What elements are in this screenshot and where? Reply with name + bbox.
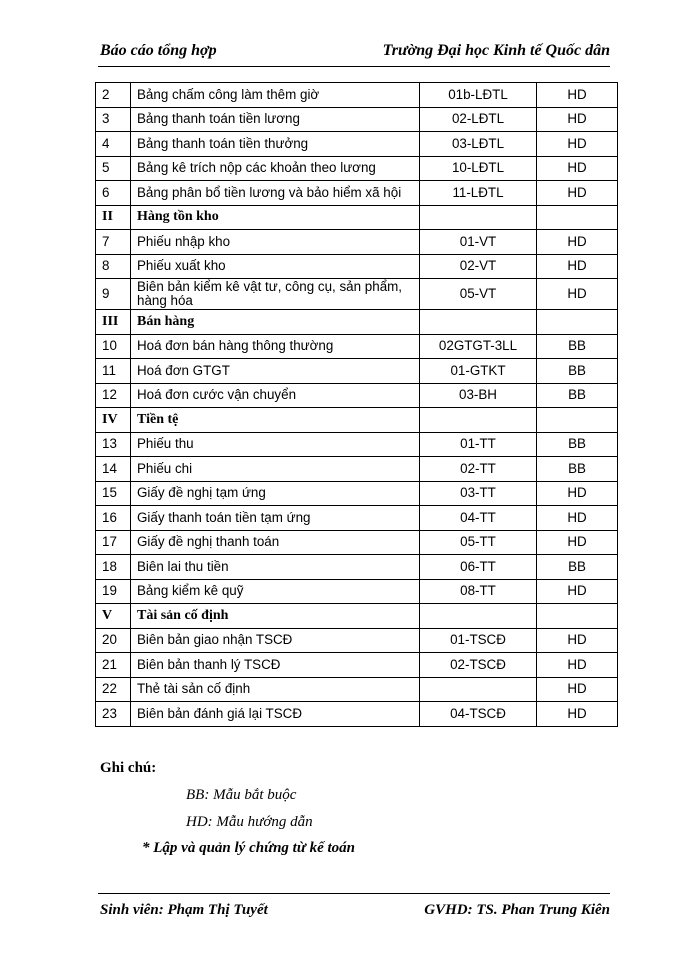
note-hd: HD: Mẫu hướng dẫn xyxy=(186,814,313,830)
row-form-code: 04-TT xyxy=(420,506,537,531)
row-number: 9 xyxy=(96,279,131,310)
row-form-code: 02GTGT-3LL xyxy=(420,334,537,359)
footer-student: Sinh viên: Phạm Thị Tuyết xyxy=(100,902,268,918)
row-number: 5 xyxy=(96,156,131,181)
row-form-type xyxy=(537,205,618,230)
table-row xyxy=(96,383,618,408)
row-form-type: HD xyxy=(537,579,618,604)
row-form-type: HD xyxy=(537,107,618,132)
row-number: 11 xyxy=(96,359,131,384)
table-row xyxy=(96,677,618,702)
page-footer xyxy=(98,900,610,922)
row-form-code: 11-LĐTL xyxy=(420,181,537,206)
table-row xyxy=(96,506,618,531)
table-row xyxy=(96,457,618,482)
row-form-code xyxy=(420,205,537,230)
row-form-code xyxy=(420,604,537,629)
row-number: 17 xyxy=(96,530,131,555)
row-form-code: 04-TSCĐ xyxy=(420,702,537,727)
row-form-code: 06-TT xyxy=(420,555,537,580)
row-form-type xyxy=(537,604,618,629)
row-document-name: Bảng phân bổ tiền lương và bảo hiểm xã hội xyxy=(131,181,420,206)
table-row xyxy=(96,579,618,604)
row-form-code: 05-TT xyxy=(420,530,537,555)
section-subheading: * Lập và quản lý chứng từ kế toán xyxy=(142,840,355,856)
row-document-name: Thẻ tài sản cố định xyxy=(131,677,420,702)
row-form-type: HD xyxy=(537,677,618,702)
row-form-type: BB xyxy=(537,334,618,359)
table-row xyxy=(96,254,618,279)
document-table-body xyxy=(96,83,618,727)
row-number: III xyxy=(96,310,131,335)
row-document-name: Phiếu xuất kho xyxy=(131,254,420,279)
row-form-code: 01-TSCĐ xyxy=(420,628,537,653)
row-form-type: BB xyxy=(537,432,618,457)
row-document-name: Phiếu thu xyxy=(131,432,420,457)
row-form-code xyxy=(420,310,537,335)
row-form-code: 03-TT xyxy=(420,481,537,506)
row-form-code: 02-LĐTL xyxy=(420,107,537,132)
row-form-type: BB xyxy=(537,359,618,384)
table-row xyxy=(96,156,618,181)
row-form-code: 10-LĐTL xyxy=(420,156,537,181)
row-number: 18 xyxy=(96,555,131,580)
row-number: IV xyxy=(96,408,131,433)
section-row xyxy=(96,408,618,433)
row-document-name: Giấy đề nghị tạm ứng xyxy=(131,481,420,506)
row-form-type: HD xyxy=(537,230,618,255)
row-document-name: Biên bản kiểm kê vật tư, công cụ, sản phẩm, hàng hóa xyxy=(131,279,420,310)
row-form-code: 08-TT xyxy=(420,579,537,604)
section-row xyxy=(96,604,618,629)
row-number: V xyxy=(96,604,131,629)
document-table xyxy=(95,82,618,727)
row-form-type: BB xyxy=(537,383,618,408)
row-form-code: 02-TT xyxy=(420,457,537,482)
row-document-name: Giấy đề nghị thanh toán xyxy=(131,530,420,555)
row-form-type: HD xyxy=(537,628,618,653)
row-number: 14 xyxy=(96,457,131,482)
table-row xyxy=(96,481,618,506)
row-number: 2 xyxy=(96,83,131,108)
row-document-name: Hoá đơn cước vận chuyển xyxy=(131,383,420,408)
row-document-name: Bảng kê trích nộp các khoản theo lương xyxy=(131,156,420,181)
row-form-type: HD xyxy=(537,279,618,310)
row-form-type: HD xyxy=(537,530,618,555)
row-number: 15 xyxy=(96,481,131,506)
row-form-type: HD xyxy=(537,83,618,108)
row-form-type: BB xyxy=(537,555,618,580)
table-row xyxy=(96,107,618,132)
table-row xyxy=(96,702,618,727)
row-number: 6 xyxy=(96,181,131,206)
row-form-code: 05-VT xyxy=(420,279,537,310)
row-form-code: 01b-LĐTL xyxy=(420,83,537,108)
section-row xyxy=(96,205,618,230)
row-number: II xyxy=(96,205,131,230)
row-form-type: HD xyxy=(537,702,618,727)
row-form-code: 01-TT xyxy=(420,432,537,457)
row-number: 23 xyxy=(96,702,131,727)
table-row xyxy=(96,230,618,255)
row-document-name: Bảng thanh toán tiền thưởng xyxy=(131,132,420,157)
row-form-type xyxy=(537,310,618,335)
row-form-code: 01-GTKT xyxy=(420,359,537,384)
note-bb: BB: Mẫu bắt buộc xyxy=(186,787,297,803)
row-form-type: HD xyxy=(537,481,618,506)
row-document-name: Biên lai thu tiền xyxy=(131,555,420,580)
table-row xyxy=(96,628,618,653)
row-document-name: Phiếu chi xyxy=(131,457,420,482)
table-row xyxy=(96,359,618,384)
row-number: 10 xyxy=(96,334,131,359)
row-document-name: Bảng kiểm kê quỹ xyxy=(131,579,420,604)
section-row xyxy=(96,310,618,335)
table-row xyxy=(96,334,618,359)
row-document-name: Tài sản cố định xyxy=(131,604,420,629)
row-number: 20 xyxy=(96,628,131,653)
row-number: 19 xyxy=(96,579,131,604)
row-form-code xyxy=(420,677,537,702)
row-document-name: Hàng tồn kho xyxy=(131,205,420,230)
table-row xyxy=(96,181,618,206)
row-form-type: HD xyxy=(537,132,618,157)
row-document-name: Biên bản giao nhận TSCĐ xyxy=(131,628,420,653)
row-form-code xyxy=(420,408,537,433)
row-form-code: 02-TSCĐ xyxy=(420,653,537,678)
table-row xyxy=(96,653,618,678)
row-number: 22 xyxy=(96,677,131,702)
header-divider xyxy=(98,66,610,67)
row-document-name: Phiếu nhập kho xyxy=(131,230,420,255)
row-number: 13 xyxy=(96,432,131,457)
header-report-title: Báo cáo tổng hợp xyxy=(100,42,217,59)
row-form-code: 03-BH xyxy=(420,383,537,408)
row-number: 7 xyxy=(96,230,131,255)
row-document-name: Bảng chấm công làm thêm giờ xyxy=(131,83,420,108)
row-document-name: Bảng thanh toán tiền lương xyxy=(131,107,420,132)
row-form-code: 01-VT xyxy=(420,230,537,255)
table-row xyxy=(96,432,618,457)
table-row xyxy=(96,83,618,108)
row-form-type: BB xyxy=(537,457,618,482)
row-document-name: Hoá đơn GTGT xyxy=(131,359,420,384)
row-number: 4 xyxy=(96,132,131,157)
row-form-code: 03-LĐTL xyxy=(420,132,537,157)
row-document-name: Biên bản đánh giá lại TSCĐ xyxy=(131,702,420,727)
row-form-type xyxy=(537,408,618,433)
footer-divider xyxy=(98,893,610,894)
row-document-name: Bán hàng xyxy=(131,310,420,335)
row-number: 8 xyxy=(96,254,131,279)
row-number: 21 xyxy=(96,653,131,678)
notes-title: Ghi chú: xyxy=(100,760,157,776)
footer-supervisor: GVHD: TS. Phan Trung Kiên xyxy=(424,902,610,918)
row-form-code: 02-VT xyxy=(420,254,537,279)
table-row xyxy=(96,530,618,555)
row-number: 12 xyxy=(96,383,131,408)
row-form-type: HD xyxy=(537,156,618,181)
row-document-name: Giấy thanh toán tiền tạm ứng xyxy=(131,506,420,531)
table-row xyxy=(96,279,618,310)
table-row xyxy=(96,555,618,580)
row-form-type: HD xyxy=(537,254,618,279)
page-header xyxy=(98,40,610,64)
row-number: 16 xyxy=(96,506,131,531)
table-row xyxy=(96,132,618,157)
row-document-name: Tiền tệ xyxy=(131,408,420,433)
row-form-type: HD xyxy=(537,653,618,678)
row-document-name: Hoá đơn bán hàng thông thường xyxy=(131,334,420,359)
header-university: Trường Đại học Kinh tế Quốc dân xyxy=(382,42,610,59)
row-form-type: HD xyxy=(537,506,618,531)
row-number: 3 xyxy=(96,107,131,132)
row-form-type: HD xyxy=(537,181,618,206)
row-document-name: Biên bản thanh lý TSCĐ xyxy=(131,653,420,678)
